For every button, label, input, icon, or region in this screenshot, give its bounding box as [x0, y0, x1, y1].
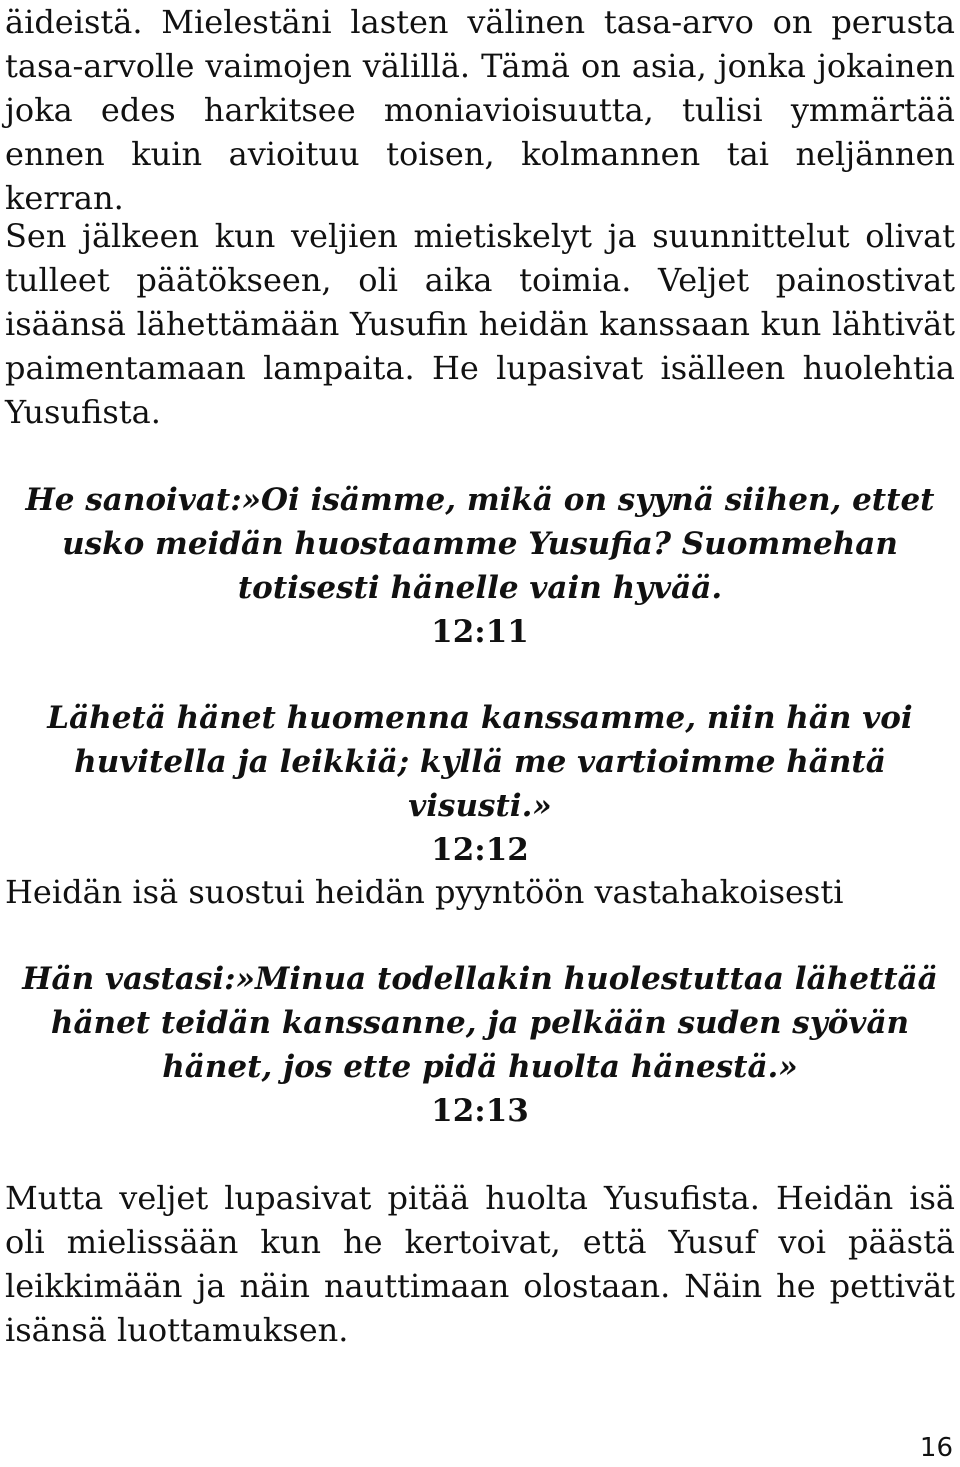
page-number: 16	[919, 1433, 953, 1463]
document-page	[5, 0, 955, 1467]
quote-text: Lähetä hänet huomenna kanssamme, niin hän voi huvitella ja leikkiä; kyllä me vartioimme häntä visusti.»	[47, 700, 913, 824]
paragraph-father-agrees: Heidän isä suostui heidän pyyntöön vastahakoisesti	[5, 873, 844, 911]
verse-reference: 12:12	[431, 832, 529, 868]
paragraph-betrayal: Mutta veljet lupasivat pitää huolta Yusufista. Heidän isä oli mielissään kun he kertoivat, että Yusuf voi päästä leikkimään ja näin nauttimaan olostaan. Näin he pettivät isänsä luottamuksen.	[5, 1179, 955, 1349]
paragraph-intro: äideistä. Mielestäni lasten välinen tasa-arvo on perusta tasa-arvolle vaimojen välillä. Tämä on asia, jonka jokainen joka edes harkitsee moniavioisuutta, tulisi ymmärtää ennen kuin avioituu toisen, kolmannen tai neljännen kerran.	[5, 3, 955, 217]
quote-verse-12-13	[5, 957, 955, 1133]
quote-text: Hän vastasi:»Minua todellakin huolestuttaa lähettää hänet teidän kanssanne, ja pelkään suden syövän hänet, jos ette pidä huolta hänestä.»	[22, 961, 938, 1085]
quote-verse-12-12	[5, 696, 955, 872]
quote-text: He sanoivat:»Oi isämme, mikä on syynä siihen, ettet usko meidän huostaamme Yusufia? Suommehan totisesti hänelle vain hyvää.	[25, 482, 935, 606]
verse-reference: 12:11	[431, 614, 529, 650]
quote-verse-12-11	[5, 478, 955, 654]
verse-reference: 12:13	[431, 1093, 529, 1129]
paragraph-brothers-plan: Sen jälkeen kun veljien mietiskelyt ja suunnittelut olivat tulleet päätökseen, oli aika toimia. Veljet painostivat isäänsä lähettämään Yusufin heidän kanssaan kun lähtivät paimentamaan lampaita. He lupasivat isälleen huolehtia Yusufista.	[5, 217, 955, 431]
